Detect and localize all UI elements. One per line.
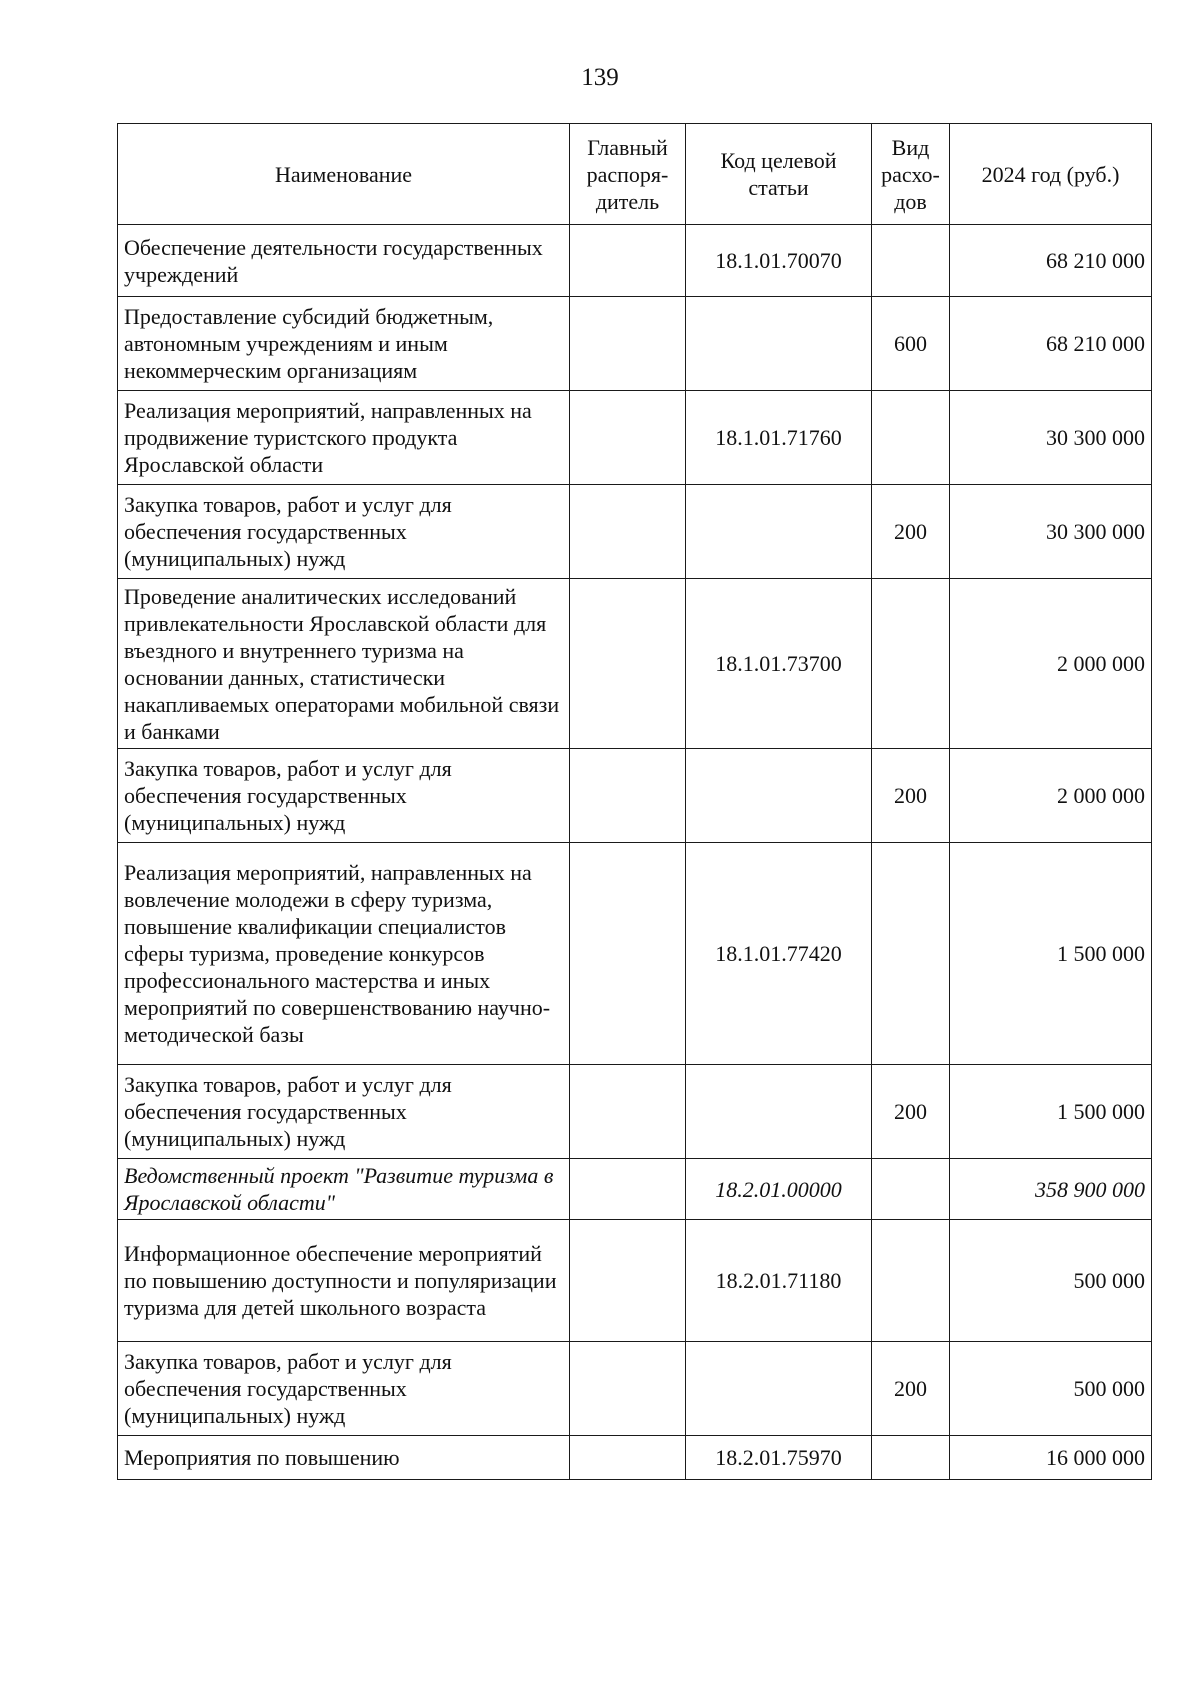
row-amount-cell: 500 000 [950, 1220, 1152, 1342]
row-admin-cell [570, 1436, 686, 1480]
row-type-cell [872, 1159, 950, 1220]
row-type-cell: 200 [872, 485, 950, 579]
row-type-cell [872, 579, 950, 749]
table-row [118, 1220, 1152, 1342]
row-type-cell [872, 225, 950, 297]
table-row [118, 485, 1152, 579]
row-code-cell: 18.2.01.71180 [686, 1220, 872, 1342]
row-type-cell: 200 [872, 1342, 950, 1436]
row-admin-cell [570, 843, 686, 1065]
table-row [118, 1342, 1152, 1436]
row-admin-cell [570, 1342, 686, 1436]
row-admin-cell [570, 485, 686, 579]
row-amount-cell: 16 000 000 [950, 1436, 1152, 1480]
row-name-cell: Закупка товаров, работ и услуг для обеспечения государственных (муниципальных) нужд [118, 749, 570, 843]
table-row [118, 1065, 1152, 1159]
row-admin-cell [570, 579, 686, 749]
row-admin-cell [570, 1220, 686, 1342]
table-body [118, 225, 1152, 1480]
row-code-cell: 18.2.01.75970 [686, 1436, 872, 1480]
row-code-cell: 18.1.01.77420 [686, 843, 872, 1065]
row-amount-cell: 500 000 [950, 1342, 1152, 1436]
budget-table [117, 123, 1152, 1480]
row-amount-cell: 68 210 000 [950, 297, 1152, 391]
row-name-cell: Информационное обеспечение мероприятий по повышению доступности и популяризации туризма для детей школьного возраста [118, 1220, 570, 1342]
row-name-cell: Закупка товаров, работ и услуг для обеспечения государственных (муниципальных) нужд [118, 1065, 570, 1159]
row-amount-cell: 2 000 000 [950, 579, 1152, 749]
row-name-cell: Реализация мероприятий, направленных на вовлечение молодежи в сферу туризма, повышение квалификации специалистов сферы туризма, проведение конкурсов профессионального мастерства и иных мероприятий по совершенствованию научно-методической базы [118, 843, 570, 1065]
table-row [118, 1436, 1152, 1480]
row-code-cell [686, 1342, 872, 1436]
row-amount-cell: 68 210 000 [950, 225, 1152, 297]
page-number: 139 [581, 64, 619, 91]
row-amount-cell: 1 500 000 [950, 1065, 1152, 1159]
row-code-cell [686, 485, 872, 579]
header-admin: Главный распоря-дитель [570, 124, 686, 225]
row-type-cell [872, 1436, 950, 1480]
row-type-cell [872, 843, 950, 1065]
header-name: Наименование [118, 124, 570, 225]
row-code-cell: 18.1.01.71760 [686, 391, 872, 485]
row-admin-cell [570, 749, 686, 843]
row-name-cell: Ведомственный проект "Развитие туризма в Ярославской области" [118, 1159, 570, 1220]
row-name-cell: Обеспечение деятельности государственных учреждений [118, 225, 570, 297]
row-code-cell: 18.2.01.00000 [686, 1159, 872, 1220]
row-type-cell: 600 [872, 297, 950, 391]
table-row [118, 225, 1152, 297]
row-code-cell: 18.1.01.73700 [686, 579, 872, 749]
row-admin-cell [570, 297, 686, 391]
row-name-cell: Мероприятия по повышению [118, 1436, 570, 1480]
table-row [118, 843, 1152, 1065]
row-admin-cell [570, 225, 686, 297]
table-row [118, 749, 1152, 843]
row-code-cell: 18.1.01.70070 [686, 225, 872, 297]
row-type-cell: 200 [872, 749, 950, 843]
table-row [118, 297, 1152, 391]
row-name-cell: Реализация мероприятий, направленных на продвижение туристского продукта Ярославской области [118, 391, 570, 485]
header-amount: 2024 год (руб.) [950, 124, 1152, 225]
row-name-cell: Проведение аналитических исследований привлекательности Ярославской области для въездного и внутреннего туризма на основании данных, статистически накапливаемых операторами мобильной связи и банками [118, 579, 570, 749]
row-admin-cell [570, 1159, 686, 1220]
row-code-cell [686, 749, 872, 843]
table-row [118, 579, 1152, 749]
row-amount-cell: 1 500 000 [950, 843, 1152, 1065]
row-amount-cell: 358 900 000 [950, 1159, 1152, 1220]
row-name-cell: Закупка товаров, работ и услуг для обеспечения государственных (муниципальных) нужд [118, 1342, 570, 1436]
table-row [118, 391, 1152, 485]
header-type: Вид расхо-дов [872, 124, 950, 225]
row-name-cell: Предоставление субсидий бюджетным, автономным учреждениям и иным некоммерческим организациям [118, 297, 570, 391]
table-header-row [118, 124, 1152, 225]
table-row [118, 1159, 1152, 1220]
row-admin-cell [570, 1065, 686, 1159]
row-admin-cell [570, 391, 686, 485]
row-code-cell [686, 297, 872, 391]
row-amount-cell: 30 300 000 [950, 391, 1152, 485]
row-code-cell [686, 1065, 872, 1159]
row-type-cell [872, 391, 950, 485]
row-type-cell [872, 1220, 950, 1342]
row-amount-cell: 30 300 000 [950, 485, 1152, 579]
row-type-cell: 200 [872, 1065, 950, 1159]
row-name-cell: Закупка товаров, работ и услуг для обеспечения государственных (муниципальных) нужд [118, 485, 570, 579]
header-code: Код целевой статьи [686, 124, 872, 225]
row-amount-cell: 2 000 000 [950, 749, 1152, 843]
